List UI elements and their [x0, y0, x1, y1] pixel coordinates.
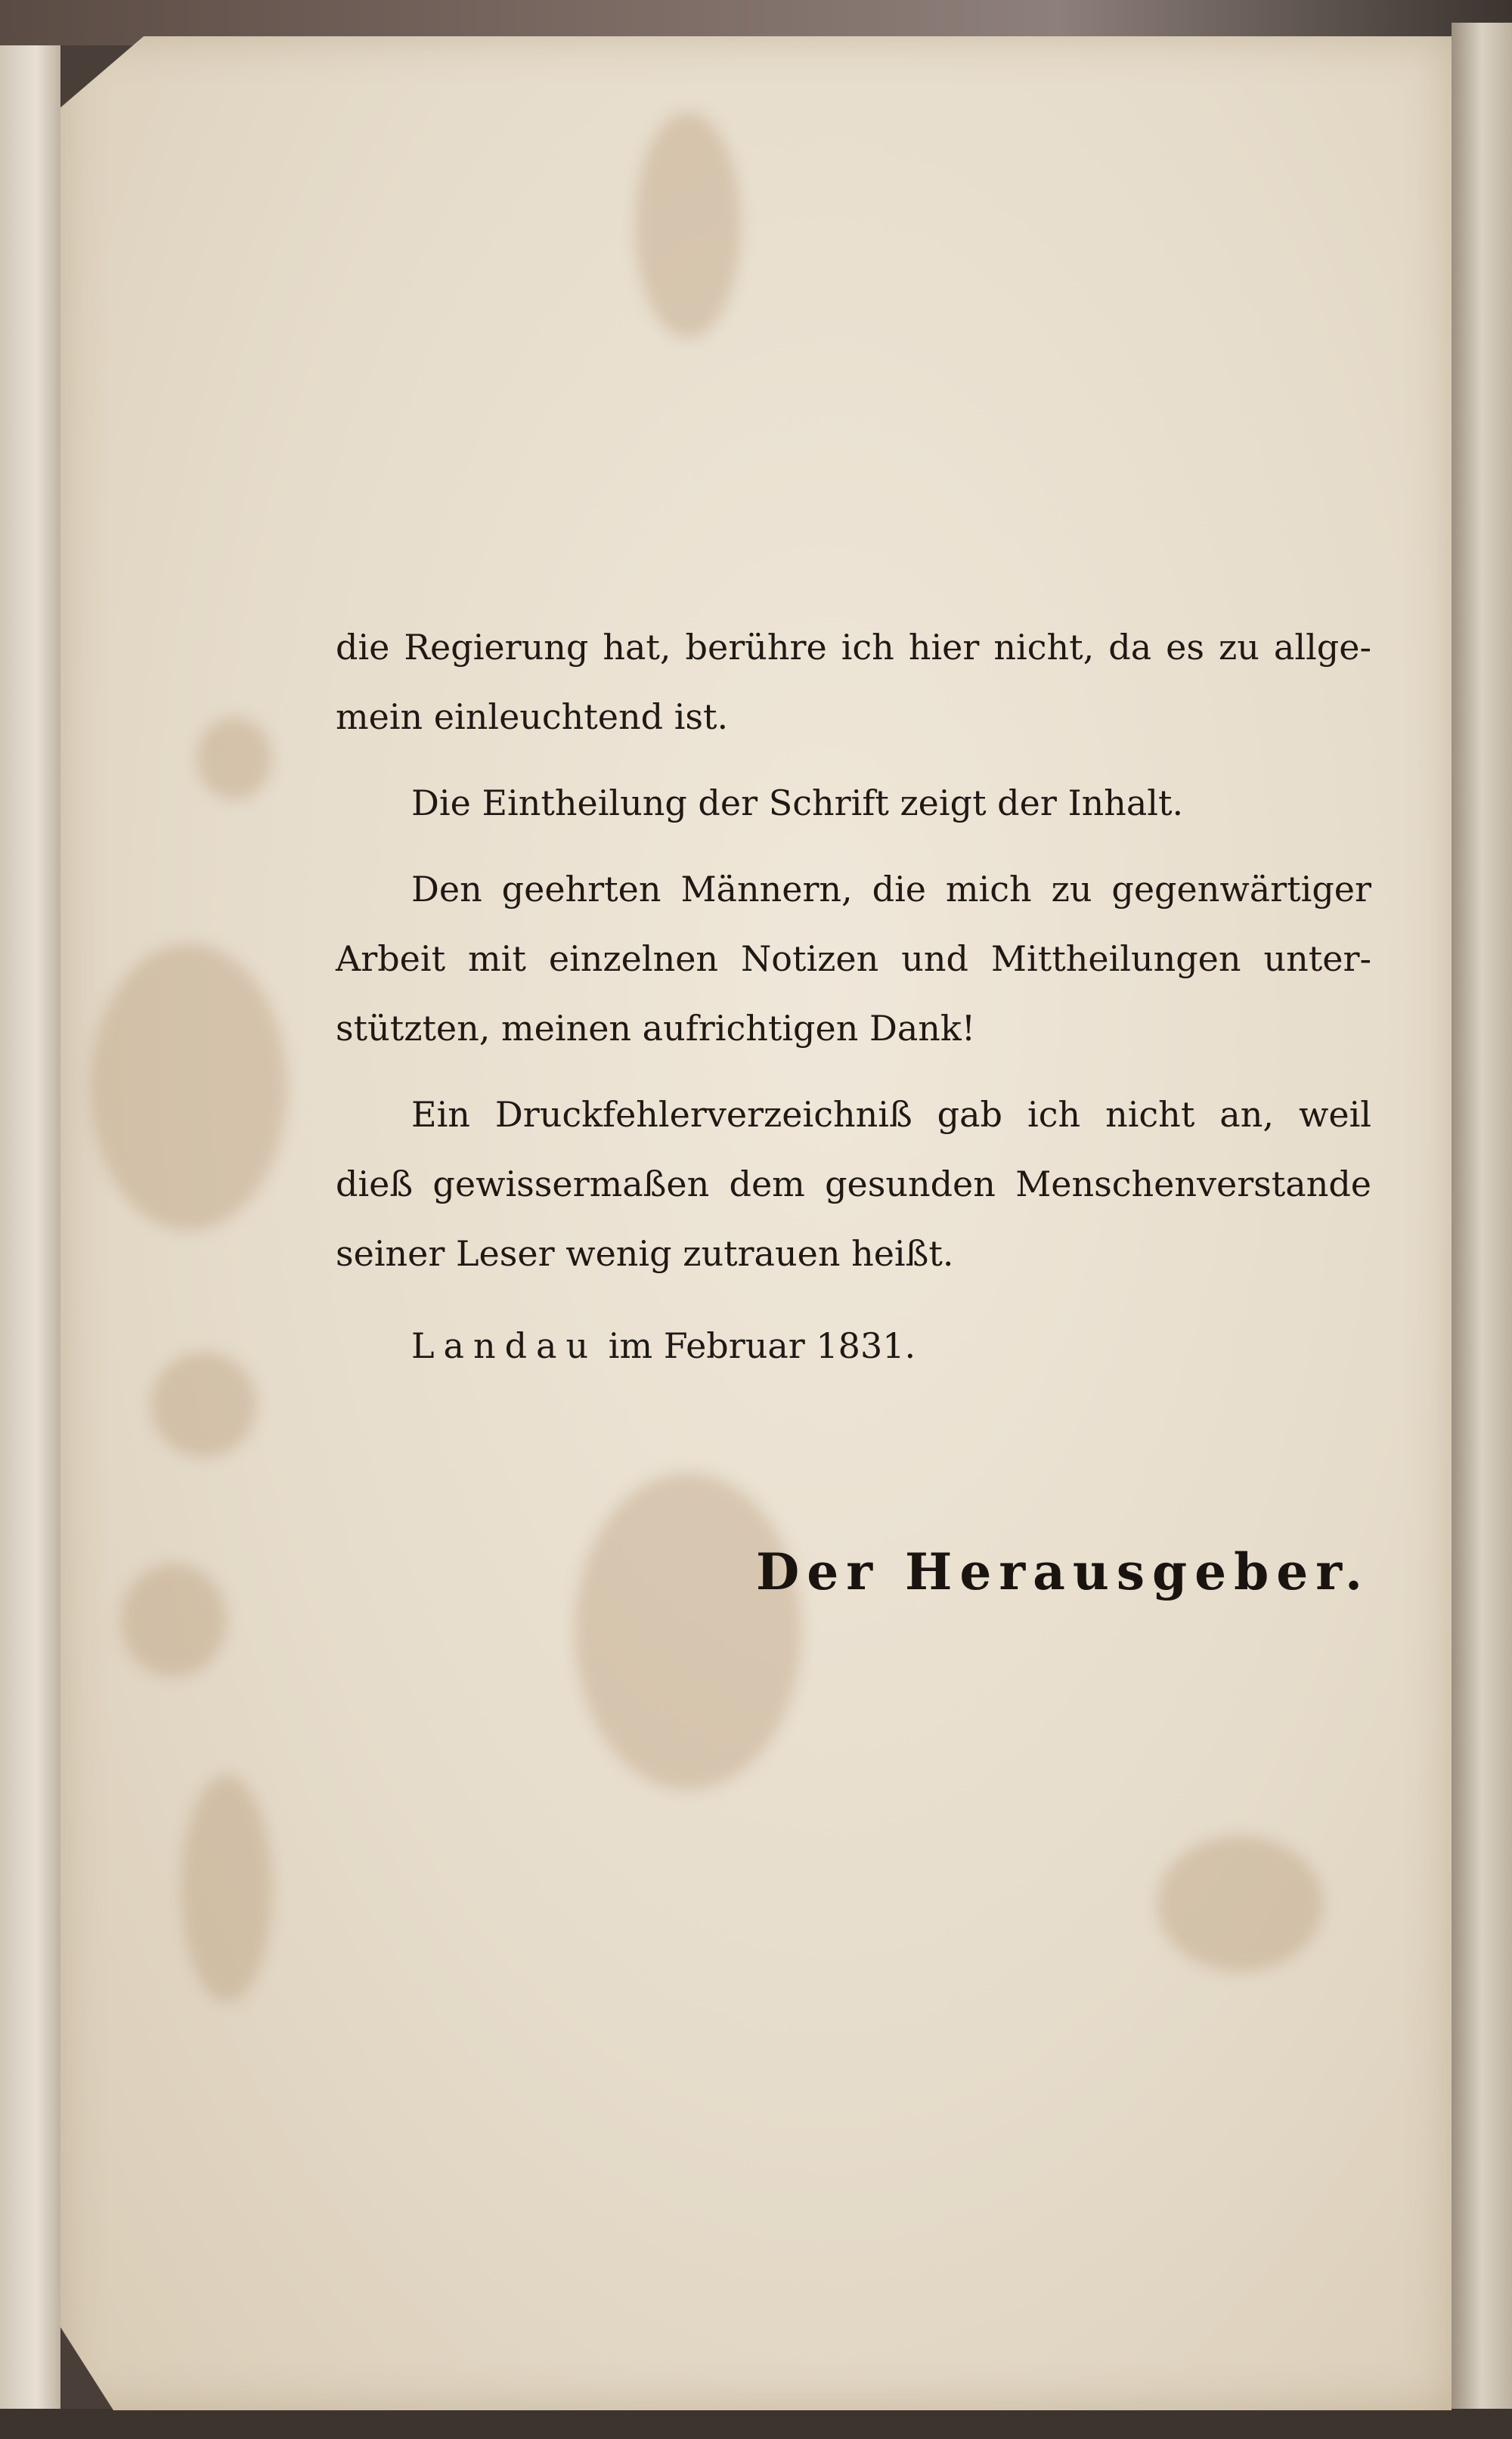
book-cover-bottom — [0, 2409, 1512, 2439]
date-text: im Februar 1831. — [608, 1325, 916, 1366]
paragraph-1: die Regierung hat, berühre ich hier nicht, da es zu allge-mein einleuchtend ist. — [336, 627, 1371, 737]
place-date-line — [336, 1311, 1371, 1381]
book-page-edge-right — [1452, 23, 1512, 2412]
place-name: Landau — [411, 1325, 598, 1366]
paragraph-3: Den geehrten Männern, die mich zu gegenwärtiger Arbeit mit einzelnen Notizen und Mittheilungen unter-stützten, meinen aufrichtigen Dank! — [336, 869, 1371, 1049]
book-page-edge-left — [0, 45, 60, 2419]
paragraph-4: Ein Druckfehlerverzeichniß gab ich nicht an, weil dieß gewissermaßen dem gesunden Menschenverstande seiner Leser wenig zutrauen heißt. — [336, 1094, 1371, 1274]
preface-text — [336, 612, 1371, 1381]
paragraph-2: Die Eintheilung der Schrift zeigt der Inhalt. — [411, 783, 1184, 823]
signature: Der Herausgeber. — [756, 1542, 1370, 1601]
